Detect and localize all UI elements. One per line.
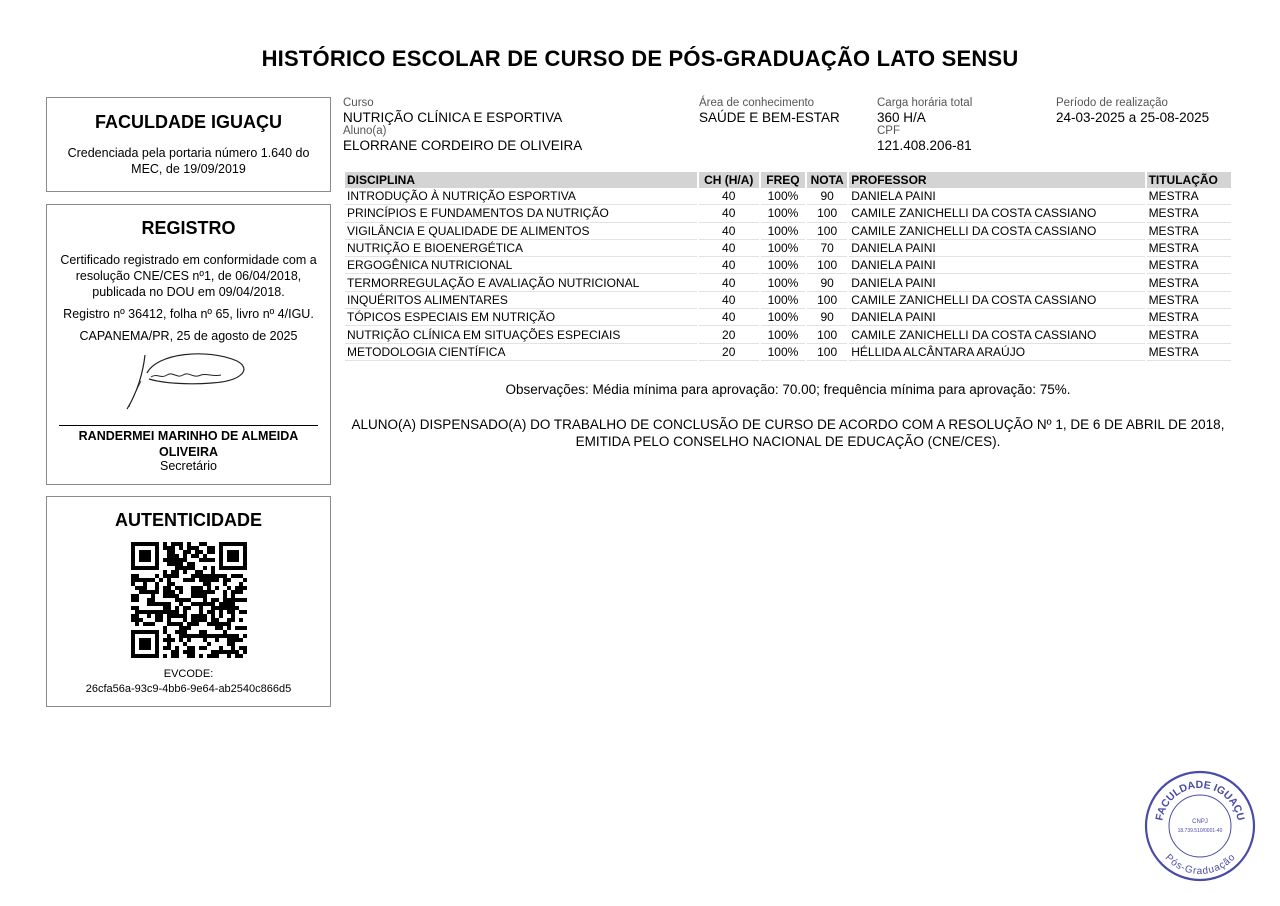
- cpf-value: 121.408.206-81: [877, 138, 972, 153]
- institution-stamp-icon: [1144, 770, 1256, 882]
- registro-place-date: CAPANEMA/PR, 25 de agosto de 2025: [79, 329, 298, 343]
- cell-professor: CAMILE ZANICHELLI DA COSTA CASSIANO: [849, 205, 1144, 222]
- curso-field: [343, 97, 562, 125]
- aluno-label: Aluno(a): [343, 125, 387, 137]
- cell-disciplina: INQUÉRITOS ALIMENTARES: [345, 292, 697, 309]
- autenticidade-title: AUTENTICIDADE: [115, 510, 262, 530]
- cell-nota: 90: [807, 188, 847, 205]
- column-header-ch: CH (H/A): [699, 172, 759, 188]
- cell-professor: CAMILE ZANICHELLI DA COSTA CASSIANO: [849, 223, 1144, 240]
- cell-freq: 100%: [761, 309, 805, 326]
- cell-titulacao: MESTRA: [1147, 292, 1231, 309]
- cpf-label: CPF: [877, 125, 900, 137]
- cell-ch: 40: [699, 257, 759, 274]
- svg-text:FACULDADE IGUAÇU: [1153, 779, 1246, 822]
- signature-line: [59, 425, 318, 426]
- column-header-freq: FREQ: [761, 172, 805, 188]
- table-row: [345, 257, 1231, 274]
- cell-nota: 90: [807, 274, 847, 291]
- autenticidade-box: [46, 496, 331, 707]
- signature-image: [117, 343, 257, 415]
- table-row: [345, 240, 1231, 257]
- cell-disciplina: TERMORREGULAÇÃO E AVALIAÇÃO NUTRICIONAL: [345, 274, 697, 291]
- column-header-disciplina: DISCIPLINA: [345, 172, 697, 188]
- cell-nota: 90: [807, 309, 847, 326]
- cell-nota: 100: [807, 257, 847, 274]
- carga-field: [877, 97, 972, 125]
- cell-professor: DANIELA PAINI: [849, 257, 1144, 274]
- cell-freq: 100%: [761, 274, 805, 291]
- cell-disciplina: METODOLOGIA CIENTÍFICA: [345, 344, 697, 361]
- qr-code-icon[interactable]: [131, 542, 247, 658]
- aluno-value: ELORRANE CORDEIRO DE OLIVEIRA: [343, 138, 583, 153]
- stamp-cnpj-label: CNPJ: [1192, 819, 1208, 825]
- cell-ch: 40: [699, 188, 759, 205]
- cell-freq: 100%: [761, 223, 805, 240]
- cell-titulacao: MESTRA: [1147, 188, 1231, 205]
- cell-disciplina: PRINCÍPIOS E FUNDAMENTOS DA NUTRIÇÃO: [345, 205, 697, 222]
- cell-disciplina: ERGOGÊNICA NUTRICIONAL: [345, 257, 697, 274]
- faculdade-box: [46, 97, 331, 192]
- cell-titulacao: MESTRA: [1147, 257, 1231, 274]
- cell-professor: DANIELA PAINI: [849, 240, 1144, 257]
- carga-value: 360 H/A: [877, 110, 926, 125]
- cell-professor: CAMILE ZANICHELLI DA COSTA CASSIANO: [849, 292, 1144, 309]
- cell-freq: 100%: [761, 240, 805, 257]
- stamp-bottom-text: Pós-Graduação: [1162, 852, 1238, 878]
- cell-freq: 100%: [761, 292, 805, 309]
- area-field: [699, 97, 840, 125]
- column-header-professor: PROFESSOR: [849, 172, 1144, 188]
- cell-disciplina: NUTRIÇÃO CLÍNICA EM SITUAÇÕES ESPECIAIS: [345, 326, 697, 343]
- cpf-field: [877, 125, 972, 153]
- signer-name: RANDERMEI MARINHO DE ALMEIDA OLIVEIRA: [78, 429, 299, 459]
- observacoes-text: Observações: Média mínima para aprovação: 70.00; frequência mínima para aprovação: 75%.: [505, 382, 1071, 397]
- cell-ch: 40: [699, 240, 759, 257]
- table-row: [345, 309, 1231, 326]
- cell-freq: 100%: [761, 326, 805, 343]
- cell-ch: 40: [699, 309, 759, 326]
- registro-text: Certificado registrado em conformidade com a resolução CNE/CES nº1, de 06/04/2018, publicada no DOU em 09/04/2018.: [60, 253, 317, 299]
- cell-nota: 100: [807, 326, 847, 343]
- table-row: [345, 223, 1231, 240]
- curso-value: NUTRIÇÃO CLÍNICA E ESPORTIVA: [343, 110, 563, 125]
- table-row: [345, 274, 1231, 291]
- evcode-value: 26cfa56a-93c9-4bb6-9e64-ab2540c866d5: [85, 683, 292, 695]
- cell-nota: 100: [807, 205, 847, 222]
- table-header-row: [345, 172, 1231, 188]
- cell-ch: 20: [699, 344, 759, 361]
- column-header-nota: NOTA: [807, 172, 847, 188]
- cell-titulacao: MESTRA: [1147, 274, 1231, 291]
- cell-nota: 100: [807, 223, 847, 240]
- stamp-cnpj: 18.739.510/0001-40: [1177, 828, 1223, 834]
- signer-role: Secretário: [160, 459, 217, 473]
- table-row: [345, 344, 1231, 361]
- cell-professor: DANIELA PAINI: [849, 188, 1144, 205]
- cell-freq: 100%: [761, 344, 805, 361]
- cell-ch: 40: [699, 274, 759, 291]
- registro-number: Registro nº 36412, folha nº 65, livro nº 4/IGU.: [63, 307, 314, 321]
- cell-titulacao: MESTRA: [1147, 205, 1231, 222]
- cell-ch: 40: [699, 205, 759, 222]
- cell-ch: 40: [699, 223, 759, 240]
- aluno-field: [343, 125, 582, 153]
- cell-disciplina: VIGILÂNCIA E QUALIDADE DE ALIMENTOS: [345, 223, 697, 240]
- periodo-value: 24-03-2025 a 25-08-2025: [1056, 110, 1210, 125]
- cell-disciplina: INTRODUÇÃO À NUTRIÇÃO ESPORTIVA: [345, 188, 697, 205]
- table-row: [345, 205, 1231, 222]
- stamp-top-text: FACULDADE IGUAÇU: [1153, 778, 1247, 822]
- cell-ch: 20: [699, 326, 759, 343]
- cell-freq: 100%: [761, 205, 805, 222]
- cell-titulacao: MESTRA: [1147, 309, 1231, 326]
- table-row: [345, 188, 1231, 205]
- area-value: SAÚDE E BEM-ESTAR: [699, 110, 840, 125]
- cell-professor: HÉLLIDA ALCÂNTARA ARAÚJO: [849, 344, 1144, 361]
- table-row: [345, 292, 1231, 309]
- cell-titulacao: MESTRA: [1147, 344, 1231, 361]
- carga-label: Carga horária total: [877, 97, 973, 109]
- cell-nota: 100: [807, 292, 847, 309]
- cell-titulacao: MESTRA: [1147, 326, 1231, 343]
- cell-nota: 70: [807, 240, 847, 257]
- area-label: Área de conhecimento: [699, 97, 815, 109]
- faculdade-name: FACULDADE IGUAÇU: [95, 112, 282, 132]
- periodo-label: Período de realização: [1056, 97, 1168, 109]
- cell-professor: DANIELA PAINI: [849, 274, 1144, 291]
- column-header-titulacao: TITULAÇÃO: [1147, 172, 1231, 188]
- dispensa-text: ALUNO(A) DISPENSADO(A) DO TRABALHO DE CONCLUSÃO DE CURSO DE ACORDO COM A RESOLUÇÃO Nº 1, DE 6 DE ABRIL DE 2018, EMITIDA PELO CONSELHO NACIONAL DE EDUCAÇÃO (CNE/CES).: [351, 417, 1225, 449]
- grades-table: [343, 172, 1233, 361]
- cell-nota: 100: [807, 344, 847, 361]
- registro-title: REGISTRO: [141, 218, 236, 238]
- cell-freq: 100%: [761, 257, 805, 274]
- faculdade-credential: Credenciada pela portaria número 1.640 do MEC, de 19/09/2019: [67, 146, 310, 176]
- periodo-field: [1056, 97, 1209, 125]
- cell-disciplina: NUTRIÇÃO E BIOENERGÉTICA: [345, 240, 697, 257]
- page-title: HISTÓRICO ESCOLAR DE CURSO DE PÓS-GRADUAÇÃO LATO SENSU: [261, 46, 1019, 71]
- cell-ch: 40: [699, 292, 759, 309]
- cell-disciplina: TÓPICOS ESPECIAIS EM NUTRIÇÃO: [345, 309, 697, 326]
- registro-box: [46, 204, 331, 485]
- cell-professor: CAMILE ZANICHELLI DA COSTA CASSIANO: [849, 326, 1144, 343]
- cell-professor: DANIELA PAINI: [849, 309, 1144, 326]
- table-row: [345, 326, 1231, 343]
- curso-label: Curso: [343, 97, 374, 109]
- evcode-label: EVCODE:: [163, 668, 214, 680]
- cell-titulacao: MESTRA: [1147, 240, 1231, 257]
- cell-titulacao: MESTRA: [1147, 223, 1231, 240]
- cell-freq: 100%: [761, 188, 805, 205]
